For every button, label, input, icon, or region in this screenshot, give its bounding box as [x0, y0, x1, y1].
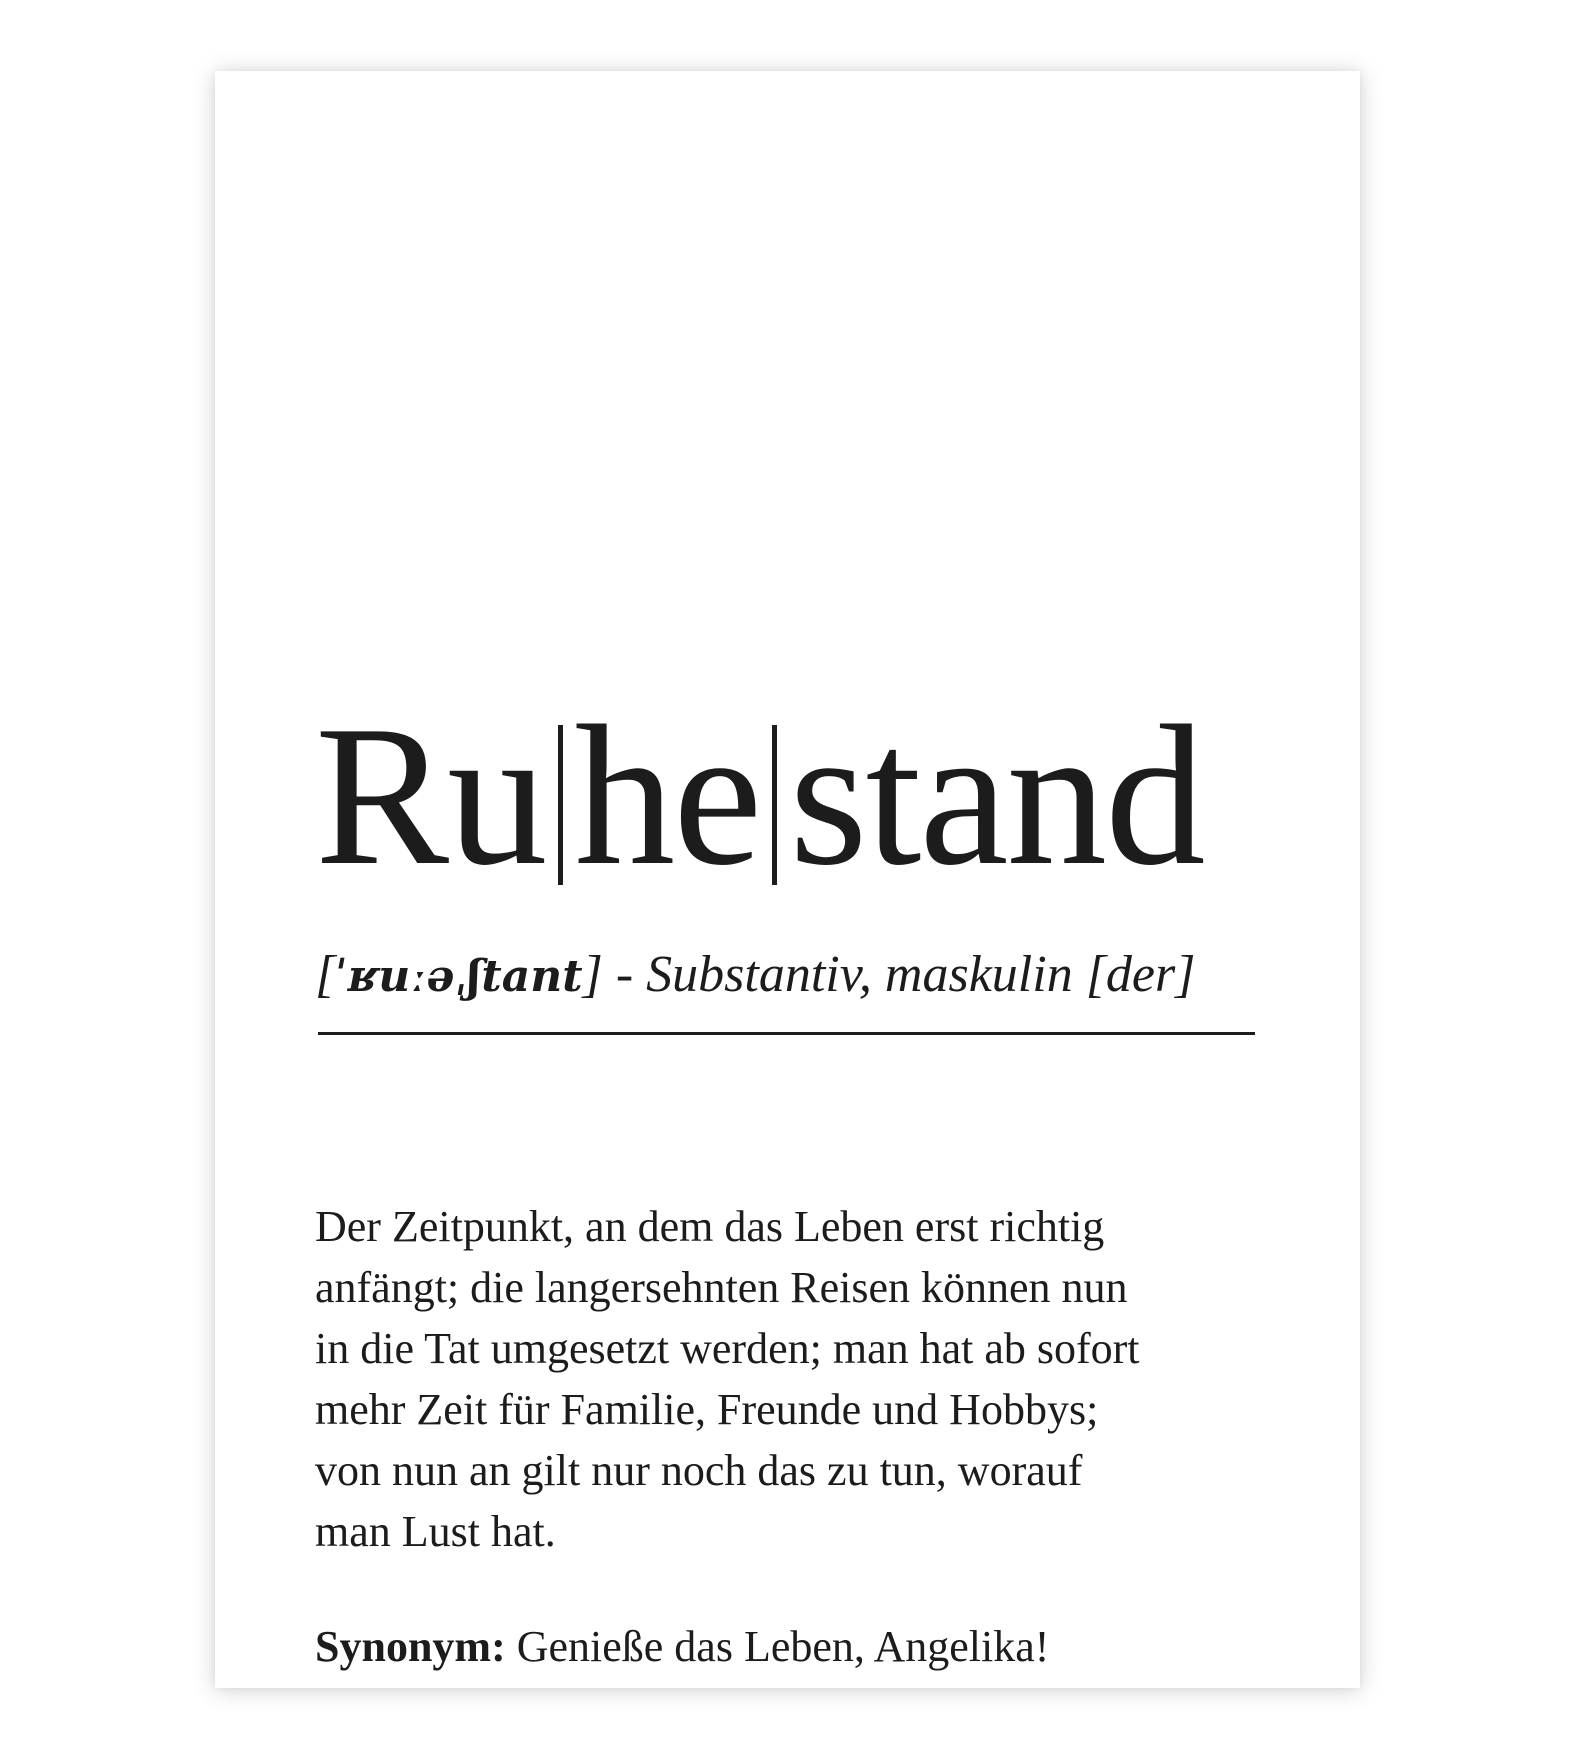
definition-line: Der Zeitpunkt, an dem das Leben erst richtig: [315, 1202, 1105, 1251]
definition-text: [315, 1196, 1260, 1562]
headword: [315, 685, 1260, 907]
synonym-line: [315, 1616, 1260, 1677]
poster-content: [315, 71, 1260, 1688]
syllable-divider: [558, 725, 563, 885]
word-class: ] - Substantiv, maskulin [der]: [582, 946, 1196, 1003]
synonym-text: Genieße das Leben, Angelika!: [505, 1622, 1050, 1671]
pronunciation-line: [315, 946, 1260, 1003]
poster-card: [215, 71, 1360, 1688]
definition-line: anfängt; die langersehnten Reisen können nun: [315, 1263, 1128, 1312]
divider-rule: [318, 1032, 1255, 1035]
definition-line: mehr Zeit für Familie, Freunde und Hobbys;: [315, 1385, 1099, 1434]
syllable-divider: [772, 725, 777, 885]
synonym-label: Synonym:: [315, 1622, 506, 1671]
headword-syllable-2: he: [574, 685, 761, 907]
headword-syllable-1: Ru: [315, 685, 546, 907]
definition-line: in die Tat umgesetzt werden; man hat ab sofort: [315, 1324, 1140, 1373]
headword-syllable-3: stand: [789, 685, 1204, 907]
pronunciation-ipa: ˈʁuːəˌʃtant: [335, 951, 583, 1002]
pronunciation-open-bracket: [: [315, 946, 336, 1003]
definition-line: von nun an gilt nur noch das zu tun, worauf: [315, 1446, 1083, 1495]
definition-line: man Lust hat.: [315, 1507, 556, 1556]
